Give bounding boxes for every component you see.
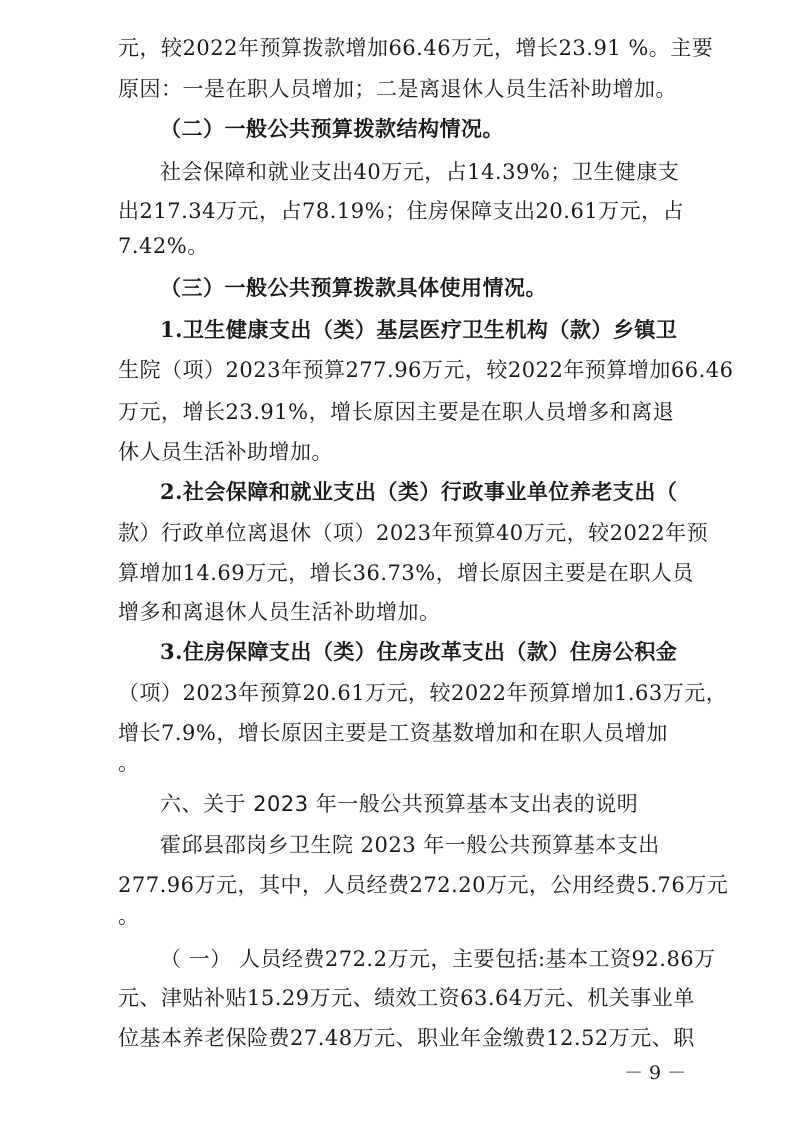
item-heading: 3.住房保障支出（类）住房改革支出（款）住房公积金 [160, 639, 678, 664]
text-line: 生院（项）2023年预算277.96万元，较2022年预算增加66.46 [118, 358, 734, 382]
text-line: 增长7.9%，增长原因主要是工资基数增加和在职人员增加 [118, 721, 668, 745]
text-line: 。 [118, 751, 140, 775]
text-line: 算增加14.69万元，增长36.73%，增长原因主要是在职人员 [118, 561, 694, 585]
section-heading: （二）一般公共预算拨款结构情况。 [160, 116, 504, 141]
text-line: 7.42%。 [118, 234, 209, 258]
text-line: 增多和离退休人员生活补助增加。 [118, 600, 441, 624]
text-line: 元、津贴补贴15.29万元、绩效工资63.64万元、机关事业单 [118, 986, 695, 1010]
item-heading: 1.卫生健康支出（类）基层医疗卫生机构（款）乡镇卫 [160, 317, 678, 342]
page-number: － 9 － [624, 1062, 687, 1084]
text-line: 元，较2022年预算拨款增加66.46万元，增长23.91 %。主要 [118, 36, 714, 60]
section-heading: （三）一般公共预算拨款具体使用情况。 [160, 275, 547, 300]
text-line: 休人员生活补助增加。 [118, 440, 333, 464]
text-line: （项）2023年预算20.61万元，较2022年预算增加1.63万元， [118, 681, 728, 705]
text-line: 位基本养老保险费27.48万元、职业年金缴费12.52万元、职 [118, 1026, 695, 1050]
text-line: 款）行政单位离退休（项）2023年预算40万元，较2022年预 [118, 521, 709, 545]
text-line: （ 一） 人员经费272.2万元，主要包括:基本工资92.86万 [160, 947, 716, 971]
section-heading: 六、关于 2023 年一般公共预算基本支出表的说明 [160, 792, 639, 816]
text-line: 社会保障和就业支出40万元，占14.39%；卫生健康支 [160, 160, 680, 184]
text-line: 霍邱县邵岗乡卫生院 2023 年一般公共预算基本支出 [160, 833, 660, 857]
text-line: 出217.34万元，占78.19%；住房保障支出20.61万元，占 [118, 199, 685, 223]
text-line: 277.96万元，其中，人员经费272.20万元，公用经费5.76万元 [118, 873, 729, 897]
text-line: 。 [118, 904, 140, 928]
text-line: 原因：一是在职人员增加；二是离退休人员生活补助增加。 [118, 77, 677, 101]
text-line: 万元，增长23.91%，增长原因主要是在职人员增多和离退 [118, 400, 675, 424]
item-heading: 2.社会保障和就业支出（类）行政事业单位养老支出（ [160, 479, 678, 504]
